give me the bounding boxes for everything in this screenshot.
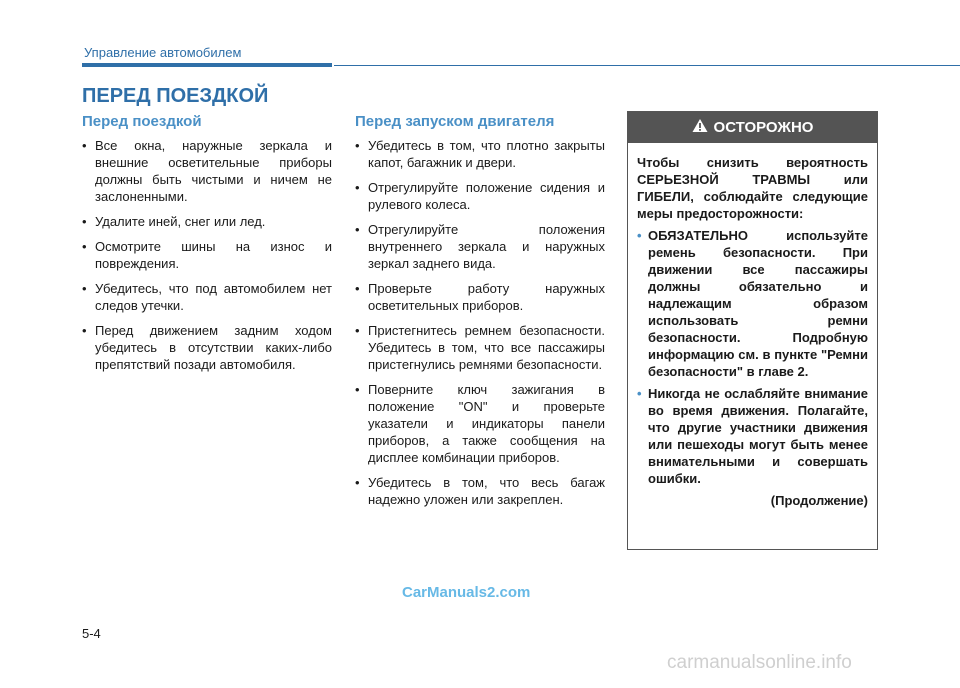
header-rule-thick <box>82 63 332 67</box>
warning-title: ОСТОРОЖНО <box>713 119 814 136</box>
page-title: ПЕРЕД ПОЕЗДКОЙ <box>82 85 269 107</box>
list-item: • Убедитесь в том, что весь багаж надежно уложен или закреплен. <box>355 474 605 508</box>
before-trip-list <box>82 137 332 373</box>
list-item: • Поверните ключ зажигания в положение "ON" и проверьте указатели и индикаторы панели приборов, а также сообщения на дисплее комбинации приборов. <box>355 381 605 466</box>
warning-item: • ОБЯЗАТЕЛЬНО используйте ремень безопасности. При движении все пассажиры должны обязательно и надлежащим образом использовать ремни безопасности. Подробную информацию см. в пункте "Ремни безопасности" в главе 2. <box>637 227 868 380</box>
before-trip-heading: Перед поездкой <box>82 113 202 130</box>
section-title: Управление автомобилем <box>84 45 242 60</box>
list-item: • Осмотрите шины на износ и повреждения. <box>82 238 332 272</box>
site-watermark[interactable]: CarManuals2.com <box>402 584 531 601</box>
list-item: • Отрегулируйте положение сидения и рулевого колеса. <box>355 179 605 213</box>
warning-box <box>627 111 878 550</box>
warning-list <box>637 227 868 487</box>
list-item: • Пристегнитесь ремнем безопасности. Убедитесь в том, что все пассажиры пристегнулись ремнями безопасности. <box>355 322 605 373</box>
page-number: 5-4 <box>82 626 101 641</box>
list-item: • Убедитесь, что под автомобилем нет следов утечки. <box>82 280 332 314</box>
warning-content <box>628 143 877 509</box>
list-item: • Убедитесь в том, что плотно закрыты капот, багажник и двери. <box>355 137 605 171</box>
list-item: • Перед движением задним ходом убедитесь в отсутствии каких-либо препятствий позади автомобиля. <box>82 322 332 373</box>
header-rule-thin <box>334 65 960 66</box>
list-item: • Проверьте работу наружных осветительных приборов. <box>355 280 605 314</box>
before-start-column <box>355 113 605 516</box>
continued-label: (Продолжение) <box>770 493 868 508</box>
warning-item: • Никогда не ослабляйте внимание во время движения. Полагайте, что другие участники движения или пешеходы могут быть менее внимательными и совершать ошибки. <box>637 385 868 487</box>
list-item: • Все окна, наружные зеркала и внешние осветительные приборы должны быть чистыми и ничем не заслоненными. <box>82 137 332 205</box>
warning-triangle-icon <box>692 118 708 137</box>
warning-intro: Чтобы снизить вероятность СЕРЬЕЗНОЙ ТРАВМЫ или ГИБЕЛИ, соблюдайте следующие меры предосторожности: <box>637 155 868 221</box>
warning-header <box>628 112 877 143</box>
bottom-watermark: carmanualsonline.info <box>667 652 852 673</box>
list-item: • Удалите иней, снег или лед. <box>82 213 332 230</box>
list-item: • Отрегулируйте положения внутреннего зеркала и наружных зеркал заднего вида. <box>355 221 605 272</box>
before-start-list <box>355 137 605 508</box>
before-trip-column <box>82 113 332 381</box>
before-start-heading: Перед запуском двигателя <box>355 113 555 130</box>
